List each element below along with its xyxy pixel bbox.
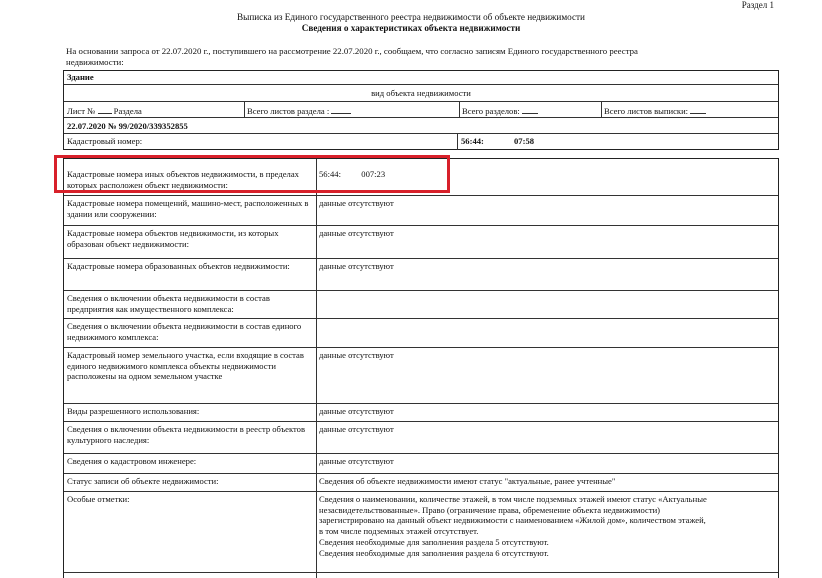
divider [64, 133, 778, 134]
sheets-in-section-label: Всего листов раздела : [247, 104, 351, 117]
row-label: Сведения о включении объекта недвижимости в состав единого недвижимого комплекса: [67, 321, 302, 342]
table-row [64, 259, 778, 291]
intro-line-2: недвижимости: [66, 56, 124, 67]
table-row [64, 226, 778, 259]
table-row [64, 422, 778, 454]
note-line: зарегистрировано на данный объект недвижимости с наименованием «Жилой дом», количеством этажей, [319, 515, 706, 526]
row-label: Виды разрешенного использования: [67, 406, 200, 416]
divider [459, 101, 460, 117]
total-sections-label: Всего разделов: [462, 104, 538, 117]
divider [64, 84, 778, 85]
note-line: Сведения о наименовании, количестве этажей, в том числе подземных этажей имеют статус «Актуальные [319, 494, 707, 504]
row-label: Статус записи об объекте недвижимости: [67, 476, 219, 486]
table-row [64, 492, 778, 573]
row-value: данные отсутствуют [319, 198, 394, 208]
row-value: данные отсутствуют [319, 261, 394, 271]
table-row [64, 196, 778, 226]
note-line: в том числе подземных этажей отсутствует. [319, 526, 479, 537]
object-type: Здание [67, 72, 94, 82]
row-value: Сведения об объекте недвижимости имеют статус "актуальные, ранее учтенные" [319, 476, 616, 486]
table-row [64, 404, 778, 422]
table-row [64, 454, 778, 474]
object-type-caption: вид объекта недвижимости [371, 88, 471, 98]
row-value: данные отсутствуют [319, 424, 394, 434]
row-label: Кадастровые номера объектов недвижимости, из которых образован объект недвижимости: [67, 228, 279, 249]
row-value: данные отсутствуют [319, 228, 394, 238]
row-label: Сведения о включении объекта недвижимости в состав предприятия как имущественного комплекса: [67, 293, 270, 314]
cadastral-number-part1: 56:44: [461, 136, 484, 146]
sheet-number-label: Лист № Раздела [67, 106, 142, 116]
note-line: Сведения необходимые для заполнения раздела 5 отсутствуют. [319, 536, 549, 547]
intro-text [66, 46, 766, 68]
intro-line-1: На основании запроса от 22.07.2020 г., поступившего на рассмотрение 22.07.2020 г., сообщаем, что согласно записям Единого государственного реестра [66, 46, 638, 56]
section-label: Раздел 1 [741, 0, 774, 10]
row-value: данные отсутствуют [319, 406, 394, 416]
row-label: Кадастровые номера помещений, машино-мест, расположенных в здании или сооружении: [67, 198, 309, 219]
table-row [64, 319, 778, 348]
row-label: Кадастровые номера образованных объектов недвижимости: [67, 261, 290, 271]
divider [64, 117, 778, 118]
table-row [64, 348, 778, 404]
row-label: Особые отметки: [67, 494, 130, 504]
characteristics-table [63, 158, 779, 578]
row-value: данные отсутствуют [319, 456, 394, 466]
row-label: Сведения о включении объекта недвижимости в реестр объектов культурного наследия: [67, 424, 306, 445]
divider [244, 101, 245, 117]
highlight-box [54, 155, 450, 193]
record-number: 22.07.2020 № 99/2020/339352855 [67, 121, 188, 131]
divider [601, 101, 602, 117]
document-title: Выписка из Единого государственного реестра недвижимости об объекте недвижимости [237, 12, 585, 22]
note-line: Сведения необходимые для заполнения раздела 6 отсутствуют. [319, 547, 549, 558]
row-value [319, 494, 774, 558]
cadastral-number-label: Кадастровый номер: [67, 136, 143, 146]
total-sheets-label: Всего листов выписки: [604, 104, 706, 117]
cadastral-number-part2: 07:58 [514, 136, 535, 146]
document-subtitle: Сведения о характеристиках объекта недвижимости [301, 23, 521, 33]
row-label: Кадастровые номера иных объектов недвижимости, в пределах которых расположен объект недвижимости: [67, 169, 299, 190]
row-label: Кадастровый номер земельного участка, если входящие в состав единого недвижимого комплекса объекты недвижимости расположены на одном земельном участке [67, 350, 304, 382]
table-row [64, 291, 778, 319]
table-row [64, 474, 778, 492]
parent-cadastral-part1: 56:44: [319, 169, 341, 179]
row-value: данные отсутствуют [319, 350, 394, 360]
note-line: незасвидетельствованные». Право (ограничение права, обременение объекта недвижимости) [319, 504, 661, 515]
divider [457, 133, 458, 150]
parent-cadastral-part2: 007:23 [361, 169, 386, 179]
object-header-box [63, 70, 779, 150]
row-label: Сведения о кадастровом инженере: [67, 456, 197, 466]
divider [64, 101, 778, 102]
